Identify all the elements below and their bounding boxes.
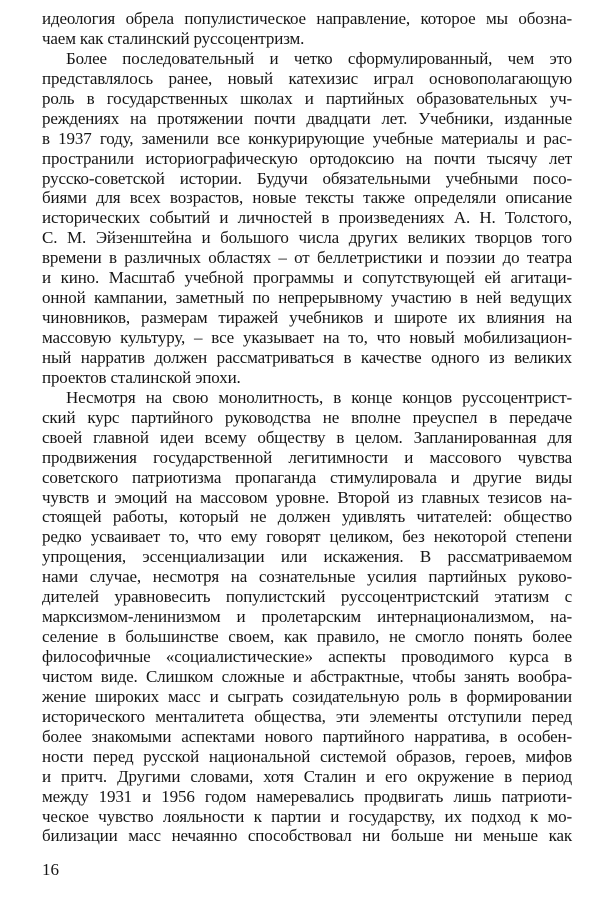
- text-line: чиновников, размерам тиражей учебников и широте их влияния на: [42, 308, 572, 328]
- text-line: жение широких масс и сыграть созидательную роль в формировании: [42, 686, 572, 706]
- text-line: проектов сталинской эпохи.: [42, 367, 241, 387]
- text-line: русско-советской истории. Будучи обязательными учебными посо-: [42, 168, 572, 188]
- text-line: пространили историографическую ортодоксию на почти тысячу лет: [42, 148, 572, 168]
- text-line: массовую культуру, – все указывает на то, что новый мобилизацион-: [42, 328, 572, 347]
- paragraph: [42, 9, 572, 49]
- paragraph: [42, 49, 572, 388]
- text-line: Несмотря на свою монолитность, в конце концов руссоцентрист-: [66, 387, 572, 407]
- text-line: ности перед русской национальной системой образов, героев, мифов: [42, 746, 572, 766]
- text-line: исторических событий и личностей в произведениях А. Н. Толстого,: [42, 208, 572, 228]
- body-text: [42, 9, 572, 846]
- text-line: чувств и эмоций на массовом уровне. Второй из главных тезисов на-: [42, 487, 572, 507]
- text-line: ческое чувство лояльности к партии и государству, их подход к мо-: [42, 806, 572, 826]
- text-line: марксизмом-ленинизмом и пролетарским интернационализмом, на-: [42, 607, 572, 627]
- text-line: онной кампании, заметный по непрерывному участию в ней ведущих: [42, 288, 572, 308]
- text-line: дителей уравновесить популистский руссоцентристский этатизм с: [42, 587, 572, 607]
- paragraph: [42, 388, 572, 847]
- text-line: представлялось ранее, новый катехизис играл основополагающую: [42, 68, 572, 88]
- text-line: упрощения, эссенциализации или искажения. В рассматриваемом: [42, 547, 572, 567]
- text-line: реждениях на протяжении почти двадцати лет. Учебники, изданные: [42, 108, 572, 128]
- text-line: С. М. Эйзенштейна и большого числа других великих творцов того: [42, 228, 572, 248]
- text-line: и кино. Масштаб учебной программы и сопутствующей ей агитаци-: [42, 268, 572, 288]
- text-line: Более последовательный и четко сформулированный, чем это: [66, 48, 572, 68]
- text-line: ный нарратив должен рассматриваться в качестве одного из великих: [42, 347, 572, 367]
- text-line: более знакомыми аспектами нового партийного нарратива, в особен-: [42, 726, 572, 746]
- text-line: философичные «социалистические» аспекты проводимого курса в: [42, 647, 572, 666]
- text-line: между 1931 и 1956 годом намеревались продвигать лишь патриоти-: [42, 786, 572, 806]
- text-line: редко усваивает то, что ему говорят целиком, без некоторой степени: [42, 527, 572, 547]
- text-line: селение в большинстве своем, как правило, не смогло понять более: [42, 627, 572, 647]
- text-line: исторического менталитета общества, эти элементы отступили перед: [42, 706, 572, 726]
- text-line: биями для всех возрастов, новые тексты также определяли описание: [42, 188, 572, 208]
- text-line: своей главной идеи всему обществу в целом. Запланированная для: [42, 427, 572, 447]
- text-line: чистом виде. Слишком сложные и абстрактные, чтобы занять вообра-: [42, 666, 572, 686]
- text-line: в 1937 году, заменили все конкурирующие учебные материалы и рас-: [42, 128, 572, 148]
- text-line: нами случае, несмотря на сознательные усилия партийных руково-: [42, 567, 572, 587]
- text-line: и притч. Другими словами, хотя Сталин и его окружение в период: [42, 766, 572, 786]
- text-line: идеология обрела популистическое направление, которое мы обозна-: [42, 9, 572, 28]
- page-number: 16: [42, 860, 59, 879]
- text-line: ский курс партийного руководства не вполне преуспел в передаче: [42, 407, 572, 427]
- text-line: советского патриотизма пропаганда стимулировала и другие виды: [42, 467, 572, 487]
- text-line: стоящей работы, который не должен удивлять читателей: общество: [42, 507, 572, 527]
- text-line: билизации масс нечаянно способствовал ни больше ни меньше как: [42, 826, 572, 846]
- text-line: времени в различных областях – от беллетристики и поэзии до театра: [42, 248, 572, 268]
- text-line: продвижения государственной легитимности и массового чувства: [42, 447, 572, 467]
- text-line: роль в государственных школах и партийных образовательных уч-: [42, 88, 572, 108]
- text-line: чаем как сталинский руссоцентризм.: [42, 28, 305, 48]
